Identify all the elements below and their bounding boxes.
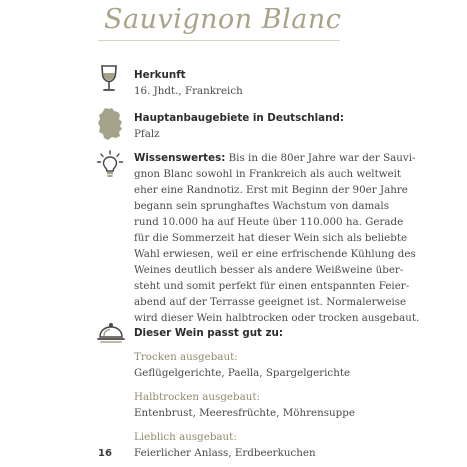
herkunft-heading: Herkunft: [134, 69, 186, 81]
anbaugebiete-text: Pfalz: [134, 128, 160, 140]
pairing-semidry-label: Halbtrocken ausgebaut:: [134, 391, 260, 403]
pairing-semidry-items: Entenbrust, Meeresfrüchte, Möhrensuppe: [134, 407, 355, 419]
pairing-dry-items: Geflügelgerichte, Paella, Spargelgerichte: [134, 367, 351, 379]
pairing-sweet-label: Lieblich ausgebaut:: [134, 431, 237, 443]
herkunft-text: 16. Jhdt., Frankreich: [134, 85, 243, 97]
anbaugebiete-heading: Hauptanbaugebiete in Deutschland:: [134, 112, 344, 124]
anbaugebiete-section: [134, 110, 344, 142]
wissenswertes-text: Bis in die 80er Jahre war der Sauvi-: [228, 152, 416, 164]
serving-cloche-icon: [96, 322, 126, 344]
wissenswertes-text: für die Sommerzeit hat dieser Wein sich als beliebte: [134, 232, 408, 244]
wissenswertes-section: [134, 150, 420, 326]
wissenswertes-text: rund 10.000 ha auf Heute über 110.000 ha. Gerade: [134, 216, 404, 228]
wissenswertes-text: steht und somit perfekt für einen entspannten Feier-: [134, 280, 410, 292]
wine-glass-icon: [96, 64, 122, 92]
pairing-heading: Dieser Wein passt gut zu:: [134, 327, 283, 339]
wissenswertes-heading: Wissenswertes:: [134, 152, 226, 164]
wissenswertes-text: abend auf der Terrasse geeignet ist. Normalerweise: [134, 296, 407, 308]
wissenswertes-text: wird dieser Wein halbtrocken oder trocken ausgebaut.: [134, 312, 420, 324]
wissenswertes-text: gnon Blanc sowohl in Frankreich als auch weltweit: [134, 168, 402, 180]
lightbulb-icon: [96, 150, 124, 180]
title-divider: [98, 40, 340, 41]
germany-map-icon: [96, 107, 124, 141]
pairing-sweet-items: Feierlicher Anlass, Erdbeerkuchen: [134, 447, 316, 459]
page-number: 16: [98, 448, 112, 459]
pairing-dry-label: Trocken ausgebaut:: [134, 351, 238, 363]
wissenswertes-text: Weines deutlich besser als andere Weißweine über-: [134, 264, 404, 276]
wissenswertes-text: Wahl erwiesen, weil er eine erfrischende Kühlung des: [134, 248, 416, 260]
wissenswertes-line: [134, 150, 416, 166]
page-title: Sauvignon Blanc: [104, 4, 342, 35]
wissenswertes-text: begann sein sprunghaftes Wachstum von damals: [134, 200, 389, 212]
wissenswertes-text: eher eine Randnotiz. Erst mit Beginn der 90er Jahre: [134, 184, 408, 196]
herkunft-section: [134, 67, 243, 99]
pairing-section: [134, 325, 355, 461]
